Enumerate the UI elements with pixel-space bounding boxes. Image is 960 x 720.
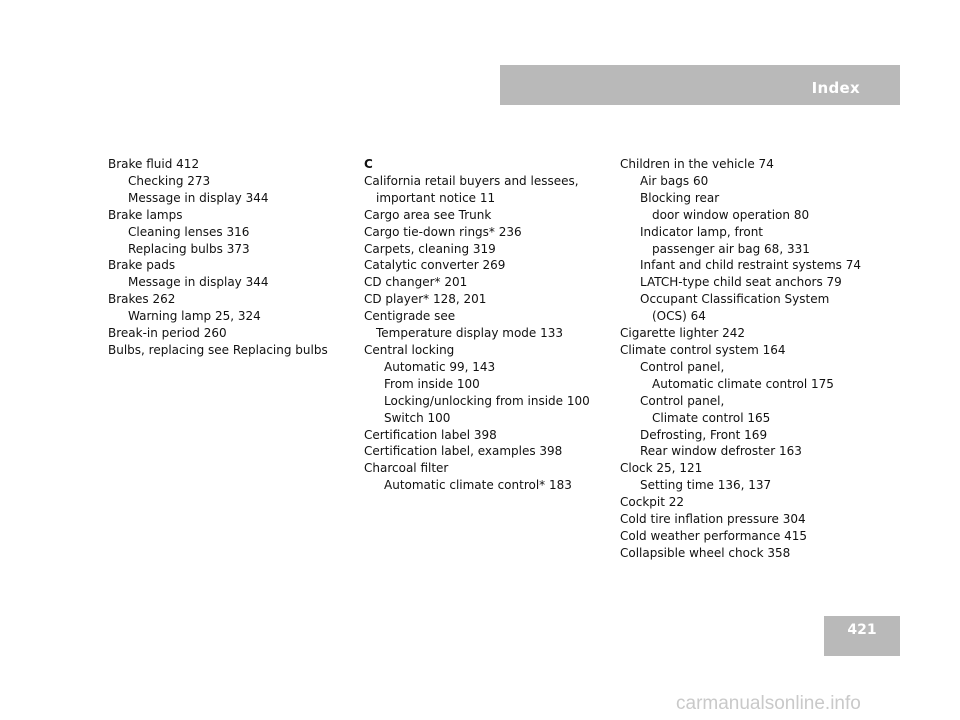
index-entry: Certification label, examples 398 bbox=[364, 444, 563, 459]
index-entry: Carpets, cleaning 319 bbox=[364, 241, 496, 256]
index-entry: Automatic climate control* 183 bbox=[384, 478, 572, 493]
index-entry: Automatic 99, 143 bbox=[384, 359, 496, 374]
index-entry: Setting time 136, 137 bbox=[640, 478, 772, 493]
index-entry: Warning lamp 25, 324 bbox=[128, 309, 261, 324]
index-entry: Indicator lamp, front bbox=[640, 224, 764, 239]
index-entry: Break-in period 260 bbox=[108, 326, 227, 341]
index-entry: Cleaning lenses 316 bbox=[128, 224, 250, 239]
index-entry: Message in display 344 bbox=[128, 275, 269, 290]
index-entry: Checking 273 bbox=[128, 173, 211, 188]
index-entry: Centigrade see bbox=[364, 309, 456, 324]
index-entry: Cargo tie-down rings* 236 bbox=[364, 224, 522, 239]
index-entry: Defrosting, Front 169 bbox=[640, 427, 768, 442]
index-entry: Cold weather performance 415 bbox=[620, 528, 808, 543]
index-section-letter: C bbox=[364, 157, 373, 171]
watermark: carmanualsonline.info bbox=[676, 693, 861, 714]
index-entry: Locking/unlocking from inside 100 bbox=[384, 393, 590, 408]
index-entry: Catalytic converter 269 bbox=[364, 258, 506, 273]
index-entry: door window operation 80 bbox=[652, 207, 810, 222]
index-entry: Temperature display mode 133 bbox=[376, 326, 564, 341]
index-entry: Rear window defroster 163 bbox=[640, 444, 802, 459]
index-entry: passenger air bag 68, 331 bbox=[652, 241, 810, 256]
index-entry: Brake lamps bbox=[108, 207, 183, 222]
index-entry: Children in the vehicle 74 bbox=[620, 157, 774, 171]
index-entry: Climate control 165 bbox=[652, 410, 771, 425]
index-entry: California retail buyers and lessees, bbox=[364, 173, 579, 188]
index-entry: Occupant Classification System bbox=[640, 292, 830, 307]
index-entry: CD changer* 201 bbox=[364, 275, 468, 290]
index-column-1 bbox=[108, 156, 348, 359]
index-entry: Replacing bulbs 373 bbox=[128, 241, 250, 256]
index-entry: Brakes 262 bbox=[108, 292, 176, 307]
index-entry: From inside 100 bbox=[384, 376, 480, 391]
index-entry: Brake pads bbox=[108, 258, 176, 273]
index-entry: Message in display 344 bbox=[128, 190, 269, 205]
index-entry: Certification label 398 bbox=[364, 427, 497, 442]
index-entry: CD player* 128, 201 bbox=[364, 292, 487, 307]
index-entry: (OCS) 64 bbox=[652, 309, 706, 324]
index-entry: Brake fluid 412 bbox=[108, 157, 200, 171]
index-entry: Control panel, bbox=[640, 393, 725, 408]
index-entry: Switch 100 bbox=[384, 410, 451, 425]
page-number-box bbox=[824, 616, 900, 656]
index-entry: Automatic climate control 175 bbox=[652, 376, 834, 391]
index-entry: Cold tire inflation pressure 304 bbox=[620, 512, 806, 527]
index-entry: Cargo area see Trunk bbox=[364, 207, 492, 222]
page-number: 421 bbox=[847, 622, 877, 638]
index-entry: Cockpit 22 bbox=[620, 495, 685, 510]
index-entry: Clock 25, 121 bbox=[620, 461, 703, 476]
index-column-2 bbox=[364, 156, 609, 494]
index-entry: Bulbs, replacing see Replacing bulbs bbox=[108, 342, 328, 357]
index-column-3 bbox=[620, 156, 900, 562]
index-entry: important notice 11 bbox=[376, 190, 496, 205]
index-entry: Collapsible wheel chock 358 bbox=[620, 545, 791, 560]
index-entry: LATCH-type child seat anchors 79 bbox=[640, 275, 842, 290]
index-entry: Air bags 60 bbox=[640, 173, 709, 188]
index-entry: Cigarette lighter 242 bbox=[620, 326, 745, 341]
index-entry: Climate control system 164 bbox=[620, 342, 786, 357]
index-entry: Central locking bbox=[364, 342, 455, 357]
header-band bbox=[500, 65, 900, 105]
index-entry: Control panel, bbox=[640, 359, 725, 374]
page-title: Index bbox=[811, 79, 860, 97]
index-entry: Charcoal filter bbox=[364, 461, 449, 476]
index-entry: Infant and child restraint systems 74 bbox=[640, 258, 862, 273]
index-entry: Blocking rear bbox=[640, 190, 720, 205]
